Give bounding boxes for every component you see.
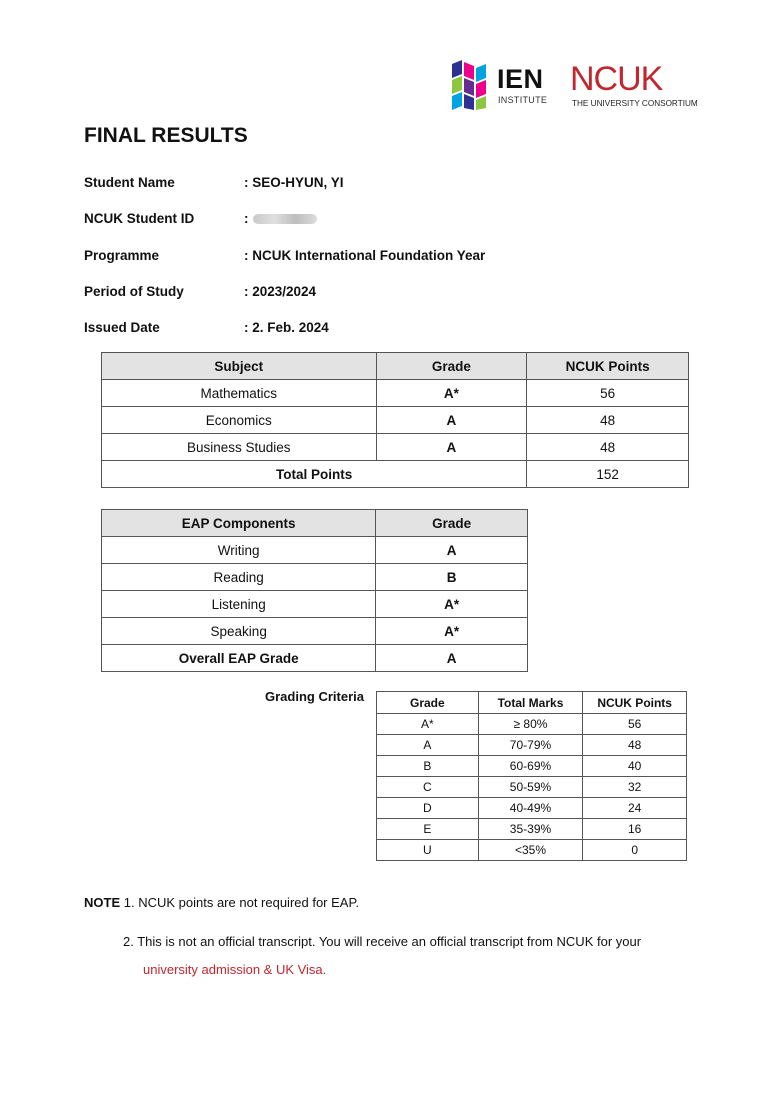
criteria-grade-cell: A [377,735,479,756]
criteria-grade-cell: U [377,840,479,861]
table-row [377,840,687,861]
criteria-grade-cell: B [377,756,479,777]
grade-cell: A [376,434,527,461]
header-criteria-points: NCUK Points [583,692,687,714]
eap-grade-cell: A* [376,591,528,618]
criteria-points-cell: 0 [583,840,687,861]
page-title: FINAL RESULTS [84,124,248,147]
total-row [102,461,689,488]
student-name-label: Student Name [84,175,175,190]
header-grade: Grade [376,353,527,380]
ien-logo-subtext: INSTITUTE [498,95,548,105]
points-cell: 56 [527,380,689,407]
table-row [102,564,528,591]
criteria-grade-cell: C [377,777,479,798]
criteria-marks-cell: 40-49% [478,798,583,819]
ien-logo-mark-icon [450,60,490,110]
subject-cell: Economics [102,407,377,434]
table-row [102,618,528,645]
criteria-points-cell: 16 [583,819,687,840]
issued-date-value: : 2. Feb. 2024 [244,320,329,335]
programme-label: Programme [84,248,160,263]
header-eap-components: EAP Components [102,510,376,537]
table-row [377,798,687,819]
student-id-value: : [244,211,317,226]
note-label: NOTE [84,895,121,910]
table-row [377,777,687,798]
eap-grade-cell: A [376,537,528,564]
criteria-points-cell: 48 [583,735,687,756]
header-criteria-grade: Grade [377,692,479,714]
ien-institute-logo [450,60,550,112]
note-item-2-line-1: 2. This is not an official transcript. You will receive an official transcript from NCUK for your [123,934,642,949]
subject-cell: Business Studies [102,434,377,461]
ncuk-logo [570,62,700,114]
criteria-points-cell: 40 [583,756,687,777]
criteria-grade-cell: A* [377,714,479,735]
header-ncuk-points: NCUK Points [527,353,689,380]
header-eap-grade: Grade [376,510,528,537]
table-row [102,434,689,461]
criteria-marks-cell: 50-59% [478,777,583,798]
criteria-grade-cell: E [377,819,479,840]
period-value: : 2023/2024 [244,284,317,299]
note-line-1 [84,895,359,910]
criteria-points-cell: 24 [583,798,687,819]
criteria-grade-cell: D [377,798,479,819]
total-points-value: 152 [527,461,689,488]
table-row [377,756,687,777]
eap-component-cell: Writing [102,537,376,564]
table-row [102,407,689,434]
table-row [377,819,687,840]
header-total-marks: Total Marks [478,692,583,714]
points-cell: 48 [527,407,689,434]
eap-header-row [102,510,528,537]
table-row [102,591,528,618]
criteria-marks-cell: ≥ 80% [478,714,583,735]
ncuk-logo-text: NCUK [570,60,663,98]
eap-component-cell: Speaking [102,618,376,645]
grade-cell: A [376,407,527,434]
ncuk-logo-subtext: THE UNIVERSITY CONSORTIUM [572,99,698,108]
criteria-points-cell: 32 [583,777,687,798]
note-item-1: 1. NCUK points are not required for EAP. [123,895,360,910]
grade-cell: A* [376,380,527,407]
criteria-points-cell: 56 [583,714,687,735]
student-name-value: : SEO-HYUN, YI [244,175,344,190]
header-subject: Subject [102,353,377,380]
eap-grade-cell: B [376,564,528,591]
eap-component-cell: Reading [102,564,376,591]
table-row [377,735,687,756]
programme-value: : NCUK International Foundation Year [244,248,486,263]
overall-eap-value: A [376,645,528,672]
redacted-id-blur [253,214,317,224]
table-row [102,380,689,407]
table-row [377,714,687,735]
criteria-marks-cell: <35% [478,840,583,861]
subjects-table [101,352,689,488]
criteria-marks-cell: 35-39% [478,819,583,840]
eap-grade-cell: A* [376,618,528,645]
criteria-marks-cell: 60-69% [478,756,583,777]
student-id-label: NCUK Student ID [84,211,195,226]
eap-component-cell: Listening [102,591,376,618]
grading-criteria-label: Grading Criteria [265,689,364,704]
total-points-label: Total Points [102,461,527,488]
issued-date-label: Issued Date [84,320,160,335]
eap-components-table [101,509,528,672]
grading-criteria-table [376,691,687,861]
period-label: Period of Study [84,284,184,299]
table-row [102,537,528,564]
note-item-2-line-2: university admission & UK Visa. [143,962,327,977]
points-cell: 48 [527,434,689,461]
criteria-header-row [377,692,687,714]
subject-cell: Mathematics [102,380,377,407]
ien-logo-text: IEN [497,64,544,94]
criteria-marks-cell: 70-79% [478,735,583,756]
overall-eap-row [102,645,528,672]
subjects-header-row [102,353,689,380]
overall-eap-label: Overall EAP Grade [102,645,376,672]
